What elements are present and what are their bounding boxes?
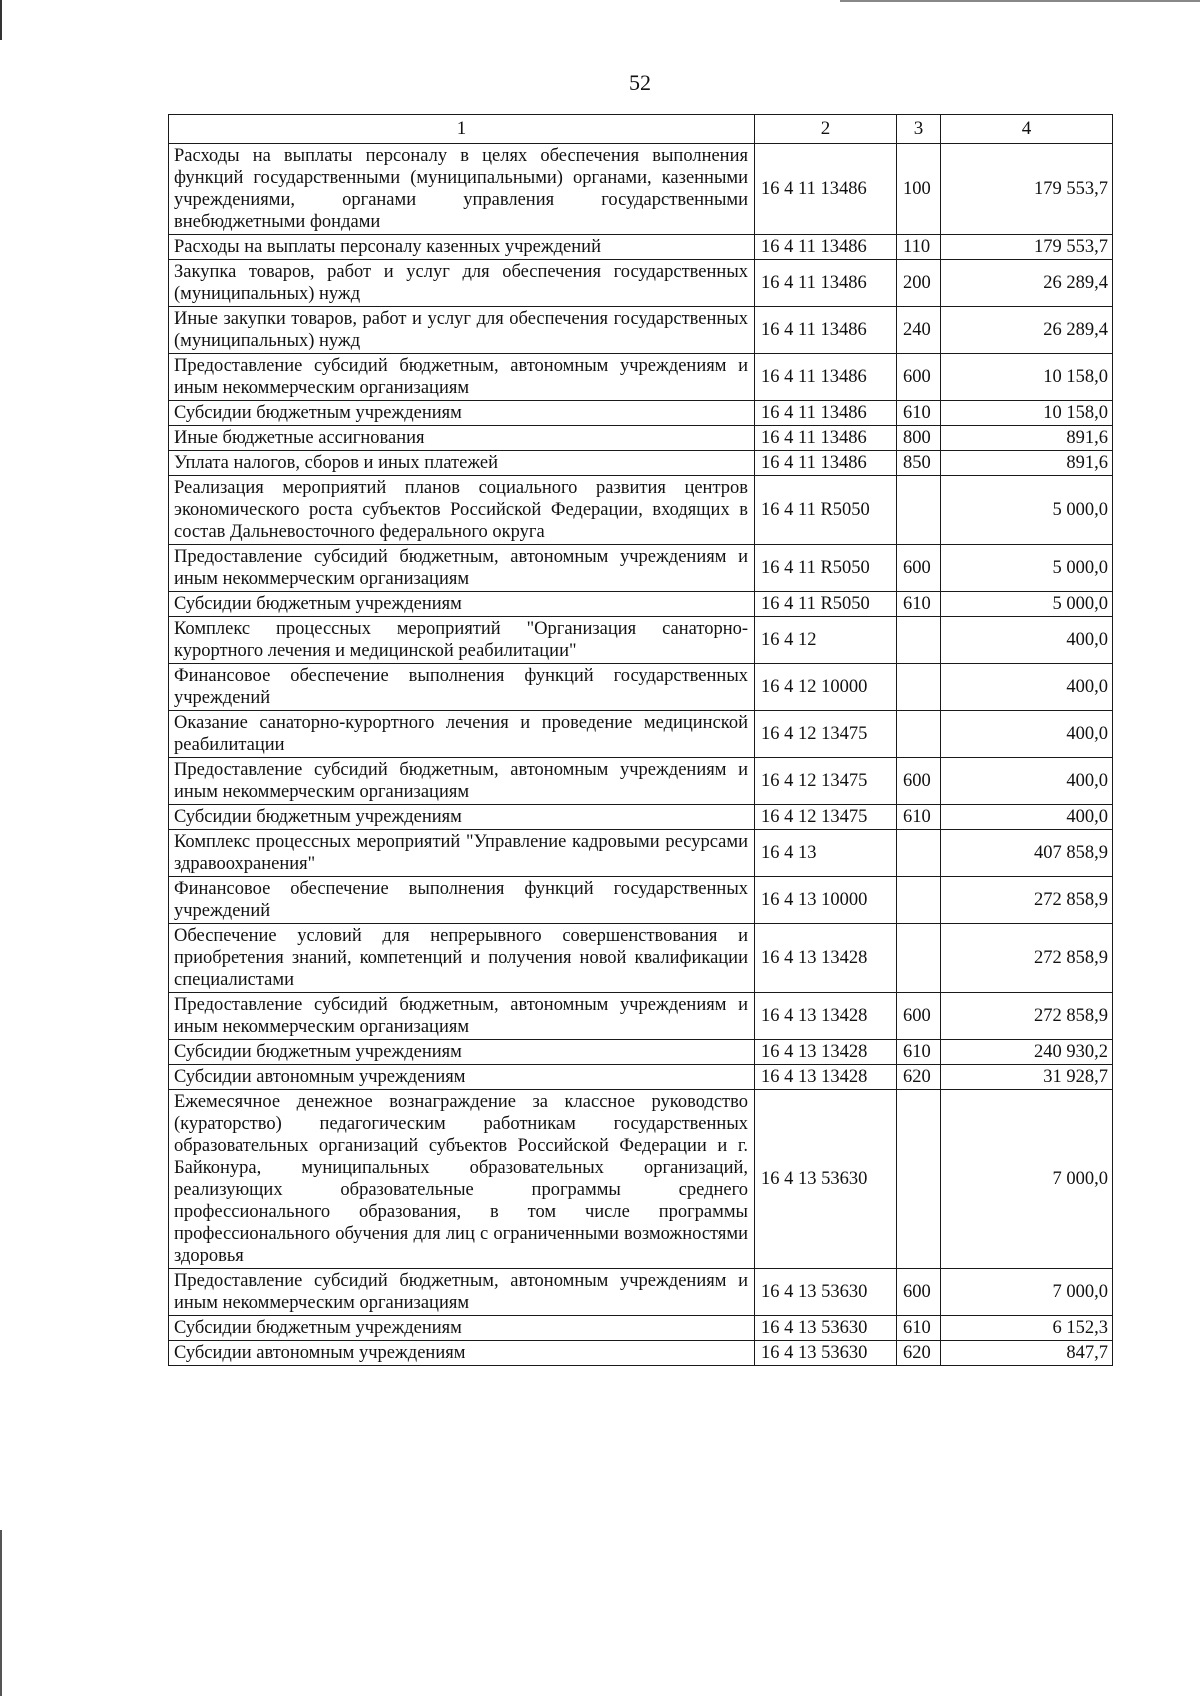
table-row (169, 545, 1113, 592)
row-target-code: 16 4 13 13428 (755, 1065, 897, 1090)
row-description: Субсидии бюджетным учреждениям (169, 401, 755, 426)
row-amount: 7 000,0 (941, 1090, 1113, 1269)
row-amount: 272 858,9 (941, 993, 1113, 1040)
row-target-code: 16 4 11 13486 (755, 260, 897, 307)
row-description: Расходы на выплаты персоналу казенных учреждений (169, 235, 755, 260)
row-target-code: 16 4 11 13486 (755, 144, 897, 235)
row-amount: 10 158,0 (941, 354, 1113, 401)
row-target-code: 16 4 13 53630 (755, 1090, 897, 1269)
row-expense-type: 610 (897, 805, 941, 830)
row-target-code: 16 4 11 13486 (755, 451, 897, 476)
row-description: Предоставление субсидий бюджетным, автономным учреждениям и иным некоммерческим организациям (169, 545, 755, 592)
row-expense-type (897, 664, 941, 711)
row-description: Закупка товаров, работ и услуг для обеспечения государственных (муниципальных) нужд (169, 260, 755, 307)
table-row (169, 401, 1113, 426)
row-target-code: 16 4 12 13475 (755, 758, 897, 805)
row-description: Субсидии бюджетным учреждениям (169, 1316, 755, 1341)
row-amount: 179 553,7 (941, 144, 1113, 235)
table-row (169, 1341, 1113, 1366)
scan-edge-mark (0, 0, 2, 40)
row-description: Оказание санаторно-курортного лечения и проведение медицинской реабилитации (169, 711, 755, 758)
row-expense-type: 600 (897, 545, 941, 592)
row-amount: 272 858,9 (941, 924, 1113, 993)
row-description: Уплата налогов, сборов и иных платежей (169, 451, 755, 476)
row-description: Субсидии автономным учреждениям (169, 1065, 755, 1090)
table-row (169, 260, 1113, 307)
row-description: Финансовое обеспечение выполнения функций государственных учреждений (169, 664, 755, 711)
row-target-code: 16 4 12 13475 (755, 805, 897, 830)
row-target-code: 16 4 11 R5050 (755, 545, 897, 592)
table-row (169, 1090, 1113, 1269)
row-amount: 7 000,0 (941, 1269, 1113, 1316)
row-expense-type (897, 1090, 941, 1269)
table-row (169, 877, 1113, 924)
row-target-code: 16 4 11 13486 (755, 354, 897, 401)
row-expense-type: 200 (897, 260, 941, 307)
row-expense-type (897, 617, 941, 664)
row-description: Комплекс процессных мероприятий "Управление кадровыми ресурсами здравоохранения" (169, 830, 755, 877)
row-expense-type: 610 (897, 1040, 941, 1065)
table-header-row (169, 115, 1113, 144)
table-body (169, 144, 1113, 1366)
row-target-code: 16 4 11 13486 (755, 307, 897, 354)
row-target-code: 16 4 13 53630 (755, 1269, 897, 1316)
row-expense-type (897, 830, 941, 877)
row-description: Иные бюджетные ассигнования (169, 426, 755, 451)
row-description: Обеспечение условий для непрерывного совершенствования и приобретения знаний, компетенций и получения новой квалификации специалистами (169, 924, 755, 993)
row-amount: 26 289,4 (941, 307, 1113, 354)
row-description: Субсидии бюджетным учреждениям (169, 592, 755, 617)
row-expense-type: 610 (897, 592, 941, 617)
row-description: Ежемесячное денежное вознаграждение за классное руководство (кураторство) педагогическим работникам государственных образовательных организаций субъектов Российской Федерации и г. Байконура, муниципальных образовательных организаций, реализующих образовательные программы среднего профессионального образования, в том числе программы профессионального обучения для лиц с ограниченными возможностями здоровья (169, 1090, 755, 1269)
scan-top-line (840, 0, 1200, 2)
row-target-code: 16 4 11 13486 (755, 401, 897, 426)
table-row (169, 451, 1113, 476)
table-row (169, 476, 1113, 545)
row-target-code: 16 4 11 R5050 (755, 476, 897, 545)
row-expense-type (897, 711, 941, 758)
row-amount: 6 152,3 (941, 1316, 1113, 1341)
row-target-code: 16 4 13 53630 (755, 1316, 897, 1341)
row-amount: 400,0 (941, 805, 1113, 830)
row-target-code: 16 4 13 13428 (755, 924, 897, 993)
row-description: Иные закупки товаров, работ и услуг для обеспечения государственных (муниципальных) нужд (169, 307, 755, 354)
table-row (169, 307, 1113, 354)
row-expense-type (897, 877, 941, 924)
row-target-code: 16 4 12 (755, 617, 897, 664)
row-target-code: 16 4 13 (755, 830, 897, 877)
row-amount: 400,0 (941, 758, 1113, 805)
row-target-code: 16 4 13 13428 (755, 1040, 897, 1065)
row-amount: 5 000,0 (941, 545, 1113, 592)
row-expense-type (897, 476, 941, 545)
row-amount: 891,6 (941, 451, 1113, 476)
row-expense-type: 600 (897, 993, 941, 1040)
table-row (169, 592, 1113, 617)
row-description: Предоставление субсидий бюджетным, автономным учреждениям и иным некоммерческим организациям (169, 354, 755, 401)
row-expense-type: 600 (897, 1269, 941, 1316)
row-target-code: 16 4 11 13486 (755, 235, 897, 260)
row-expense-type (897, 924, 941, 993)
row-expense-type: 620 (897, 1341, 941, 1366)
column-header: 2 (755, 115, 897, 144)
row-expense-type: 600 (897, 758, 941, 805)
budget-table (168, 114, 1113, 1366)
row-target-code: 16 4 11 13486 (755, 426, 897, 451)
scan-edge-mark (0, 1530, 2, 1696)
table-row (169, 993, 1113, 1040)
row-target-code: 16 4 13 53630 (755, 1341, 897, 1366)
row-description: Субсидии автономным учреждениям (169, 1341, 755, 1366)
row-description: Субсидии бюджетным учреждениям (169, 1040, 755, 1065)
row-expense-type: 600 (897, 354, 941, 401)
row-expense-type: 850 (897, 451, 941, 476)
row-amount: 26 289,4 (941, 260, 1113, 307)
row-amount: 10 158,0 (941, 401, 1113, 426)
row-description: Расходы на выплаты персоналу в целях обеспечения выполнения функций государственными (муниципальными) органами, казенными учреждениями, органами управления государственными внебюджетными фондами (169, 144, 755, 235)
table-row (169, 664, 1113, 711)
row-amount: 31 928,7 (941, 1065, 1113, 1090)
table-row (169, 711, 1113, 758)
row-amount: 272 858,9 (941, 877, 1113, 924)
row-amount: 179 553,7 (941, 235, 1113, 260)
row-expense-type: 240 (897, 307, 941, 354)
table-row (169, 1065, 1113, 1090)
row-expense-type: 620 (897, 1065, 941, 1090)
row-target-code: 16 4 12 13475 (755, 711, 897, 758)
row-target-code: 16 4 11 R5050 (755, 592, 897, 617)
row-description: Предоставление субсидий бюджетным, автономным учреждениям и иным некоммерческим организациям (169, 758, 755, 805)
row-target-code: 16 4 13 13428 (755, 993, 897, 1040)
column-header: 1 (169, 115, 755, 144)
column-header: 4 (941, 115, 1113, 144)
table-row (169, 354, 1113, 401)
row-target-code: 16 4 13 10000 (755, 877, 897, 924)
row-expense-type: 800 (897, 426, 941, 451)
row-amount: 407 858,9 (941, 830, 1113, 877)
table-row (169, 924, 1113, 993)
row-expense-type: 100 (897, 144, 941, 235)
row-description: Финансовое обеспечение выполнения функций государственных учреждений (169, 877, 755, 924)
row-amount: 5 000,0 (941, 592, 1113, 617)
row-target-code: 16 4 12 10000 (755, 664, 897, 711)
row-amount: 400,0 (941, 617, 1113, 664)
column-header: 3 (897, 115, 941, 144)
table-row (169, 235, 1113, 260)
table-row (169, 426, 1113, 451)
table-row (169, 1269, 1113, 1316)
row-description: Предоставление субсидий бюджетным, автономным учреждениям и иным некоммерческим организациям (169, 993, 755, 1040)
row-amount: 400,0 (941, 664, 1113, 711)
row-expense-type: 610 (897, 1316, 941, 1341)
table-row (169, 617, 1113, 664)
row-description: Комплекс процессных мероприятий "Организация санаторно-курортного лечения и медицинской реабилитации" (169, 617, 755, 664)
table-row (169, 805, 1113, 830)
table-row (169, 1316, 1113, 1341)
row-description: Предоставление субсидий бюджетным, автономным учреждениям и иным некоммерческим организациям (169, 1269, 755, 1316)
row-amount: 891,6 (941, 426, 1113, 451)
table-row (169, 1040, 1113, 1065)
row-amount: 847,7 (941, 1341, 1113, 1366)
table-row (169, 830, 1113, 877)
row-description: Субсидии бюджетным учреждениям (169, 805, 755, 830)
row-expense-type: 110 (897, 235, 941, 260)
row-description: Реализация мероприятий планов социального развития центров экономического роста субъектов Российской Федерации, входящих в состав Дальневосточного федерального округа (169, 476, 755, 545)
table-row (169, 758, 1113, 805)
row-amount: 5 000,0 (941, 476, 1113, 545)
table-row (169, 144, 1113, 235)
row-expense-type: 610 (897, 401, 941, 426)
row-amount: 400,0 (941, 711, 1113, 758)
page-number: 52 (629, 70, 651, 95)
row-amount: 240 930,2 (941, 1040, 1113, 1065)
